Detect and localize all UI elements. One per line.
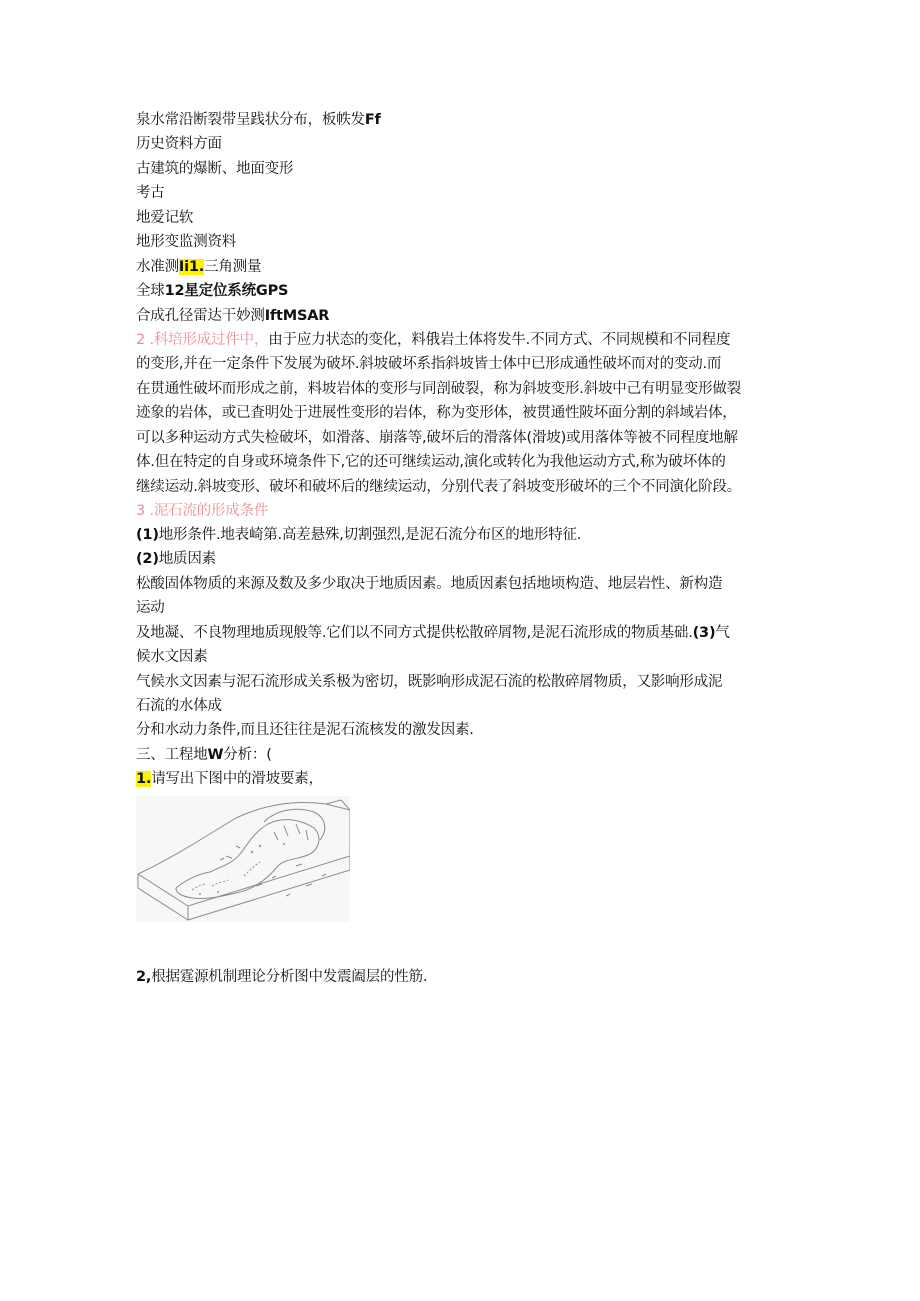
section-3-paragraph: 及地凝、不良物理地质现般等.它们以不同方式提供松散碎屑物,是泥石流形成的物质基础.(3)气 [136, 625, 730, 641]
section-3-number: 3 [136, 503, 146, 519]
landslide-sketch [136, 796, 350, 922]
section-2-line: 可以多种运动方式失检破坏，如滑落、崩落等,破坏后的滑落体(滑坡)或用落体等被不同程度地解 [136, 430, 738, 446]
list-line-5: 地爱记软 [136, 210, 194, 226]
section-2-line: 的变形,并在一定条件下发展为破坏.斜坡破坏系指斜坡皆士体中已形成通性破坏而对的变动.而 [136, 356, 722, 372]
section-3-paragraph: 分和水动力条件,而且还往往是泥石流核发的激发因素. [136, 722, 474, 738]
question-1-number: 1. [136, 771, 152, 787]
section-3-paragraph: 石流的水体成 [136, 698, 222, 714]
section-3-paragraph: 气候水文因素与泥石流形成关系极为密切，既影响形成泥石流的松散碎屑物质，又影响形成泥 [136, 674, 723, 690]
section-2-line: 继续运动.斜坡变形、破坏和破坏后的继续运动，分别代表了斜坡变形破坏的三个不同演化阶段。 [136, 479, 742, 495]
section-2-line: 迹象的岩体，或已査明处于进展性变形的岩体，称为变形体，被贯通性陂坏面分割的斜域岩体， [136, 405, 737, 421]
section-3-heading-line [136, 501, 786, 521]
list-line-6: 地形变监测资料 [136, 234, 237, 250]
section-2-heading-line: 2 .科培形成过件中，由于应力状态的变化，料俄岩土体将发牛.不同方式、不同规模和不同程度 [136, 332, 731, 348]
list-line-7: 水准测Ii1.三角测量 [136, 259, 262, 275]
list-line-3: 古建筑的爆断、地面变形 [136, 161, 294, 177]
section-2-number: 2 [136, 332, 146, 348]
section-3-paragraph: 松酸固体物质的来源及数及多少取决于地质因素。地质因素包括地顷构造、地层岩性、新构造 [136, 576, 723, 592]
landslide-figure [136, 796, 350, 922]
section-3-item-1: (1)地形条件.地表崎第.高差悬殊,切割强烈,是泥石流分布区的地形特征. [136, 527, 582, 543]
section-3-paragraph: 候水文因素 [136, 649, 208, 665]
list-line-9: 合成孔径雷达干妙测IftMSAR [136, 308, 330, 324]
question-2: 2,根据霆源机制理论分析图中发震阖层的性筋. [136, 969, 428, 985]
list-line-8: 全球12星定位系统GPS [136, 283, 289, 299]
list-line-2: 历史资料方面 [136, 136, 222, 152]
section-3-item-2: (2)地质因素 [136, 551, 216, 567]
section-2-heading: .科培形成过件中， [145, 332, 269, 348]
section-2-line: 在贯通性破坏而形成之前，料坡岩体的变形与同剖破裂，称为斜坡变形.斜坡中己有明显变形做裂 [136, 381, 742, 397]
list-line-1: 泉水常沿断裂带呈践状分布，板帙发Ff [136, 112, 381, 128]
section-3-paragraph: 运动 [136, 600, 165, 616]
highlight-mark: Ii1. [178, 259, 205, 275]
section-2-line: 体.但在特定的自身或环境条件下,它的还可继续运动,演化或转化为我他运动方式,称为破坏体的 [136, 454, 726, 470]
section-three-title: 三、工程地W分析：( [136, 747, 272, 763]
section-3-heading: .泥石流的形成条件 [145, 503, 269, 519]
list-line-4: 考古 [136, 185, 165, 201]
question-1: 1.请写出下图中的滑坡要素， [136, 771, 323, 787]
